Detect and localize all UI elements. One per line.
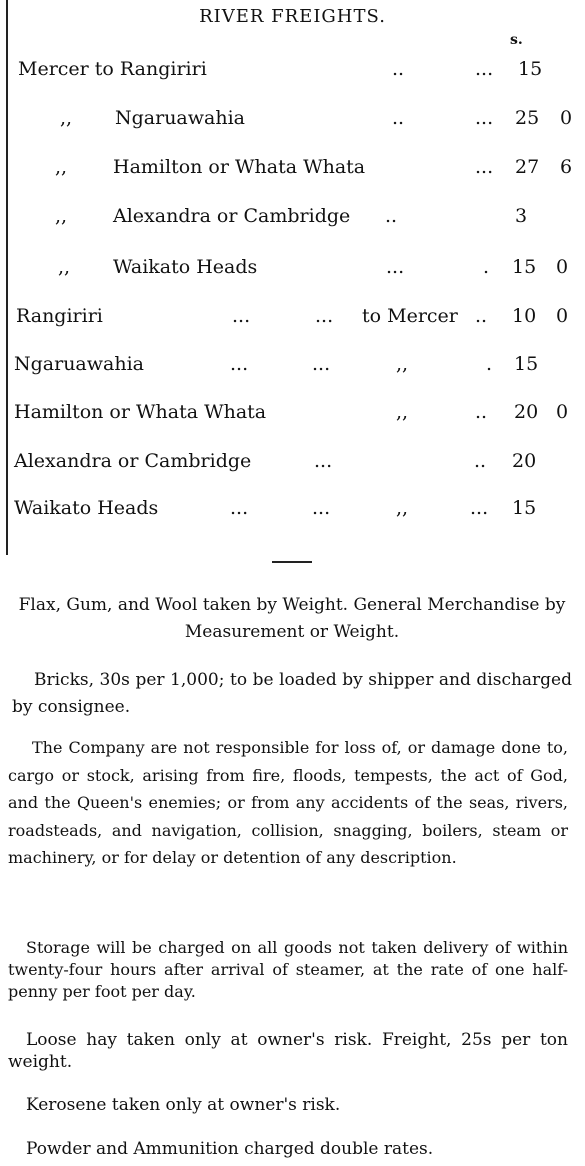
leader-dots: .. — [392, 58, 405, 80]
shillings-value: 20 — [512, 450, 537, 472]
leader-dots: .. — [474, 450, 487, 472]
place-name: Mercer to Rangiriri — [18, 58, 207, 80]
paragraph-powder: Powder and Ammunition charged double rates. — [26, 1139, 434, 1159]
shillings-value: 20 — [514, 401, 539, 423]
leader-dots: ... — [312, 353, 331, 375]
freight-row — [0, 58, 585, 84]
place-name: Waikato Heads — [14, 497, 159, 519]
shillings-value: 15 — [512, 256, 537, 278]
pence-value: 6 — [560, 156, 573, 178]
leader-dots: ... — [386, 256, 405, 278]
freight-row — [0, 205, 585, 231]
shillings-value: 15 — [514, 353, 539, 375]
place-name: Alexandra or Cambridge — [113, 205, 351, 227]
leader-dots: ... — [470, 497, 489, 519]
leader-dots: ... — [230, 497, 249, 519]
shillings-value: 15 — [518, 58, 543, 80]
place-name: Hamilton or Whata Whata — [14, 401, 267, 423]
shillings-value: 25 — [515, 107, 540, 129]
freight-row — [0, 353, 585, 379]
freight-row — [0, 256, 585, 282]
leader-dots: .. — [392, 107, 405, 129]
pence-value: 0 — [556, 401, 569, 423]
shillings-value: 15 — [512, 497, 537, 519]
paragraph-flax: Flax, Gum, and Wool taken by Weight. General Merchandise by Measurement or Weight. — [18, 595, 566, 642]
shillings-column-header: s. — [510, 32, 523, 48]
leader-dots: .. — [385, 205, 398, 227]
leader-dots: ... — [312, 497, 331, 519]
leader-dots: ... — [314, 450, 333, 472]
ditto-mark: ,, — [396, 497, 409, 519]
place-name: Waikato Heads — [113, 256, 258, 278]
freight-row — [0, 401, 585, 427]
place-name: Rangiriri — [16, 305, 103, 327]
paragraph-hay: Loose hay taken only at owner's risk. Freight, 25s per ton weight. — [8, 1030, 568, 1072]
leader-dots: ... — [315, 305, 334, 327]
leader-dots: . — [483, 256, 490, 278]
shillings-value: 27 — [515, 156, 540, 178]
freight-row — [0, 156, 585, 182]
place-name: Ngaruawahia — [115, 107, 245, 129]
pence-value: 0 — [556, 305, 569, 327]
ditto-mark: ,, — [55, 205, 68, 227]
leader-dots: .. — [475, 401, 488, 423]
leader-dots: .. — [475, 305, 488, 327]
paragraph-liability: The Company are not responsible for loss of, or damage done to, cargo or stock, arising from fire, floods, tempests, the act of God, and the Queen's enemies; or from any accidents of the seas, rivers, roadsteads, and navigation, collision, snagging, boilers, steam or machinery, or for delay or detention of any description. — [8, 738, 568, 867]
freight-row — [0, 305, 585, 331]
shillings-value: 10 — [512, 305, 537, 327]
leader-dots: ... — [475, 156, 494, 178]
place-name: Ngaruawahia — [14, 353, 144, 375]
pence-value: 0 — [560, 107, 573, 129]
leader-dots: ... — [475, 107, 494, 129]
paragraph-kerosene: Kerosene taken only at owner's risk. — [26, 1095, 341, 1115]
ditto-mark: ,, — [55, 156, 68, 178]
place-name: Hamilton or Whata Whata — [113, 156, 366, 178]
section-divider — [272, 561, 312, 563]
leader-dots: ... — [230, 353, 249, 375]
ditto-mark: ,, — [58, 256, 71, 278]
place-name: Alexandra or Cambridge — [14, 450, 252, 472]
paragraph-bricks: Bricks, 30s per 1,000; to be loaded by shipper and discharged by consignee. — [12, 670, 572, 717]
freight-row — [0, 450, 585, 476]
ditto-mark: ,, — [396, 401, 409, 423]
ditto-mark: ,, — [60, 107, 73, 129]
paragraph-storage: Storage will be charged on all goods not taken delivery of within twenty-four hours after arrival of steamer, at the rate of one half-penny per foot per day. — [8, 938, 568, 1001]
freight-row — [0, 497, 585, 523]
freight-row — [0, 107, 585, 133]
destination: to Mercer — [362, 305, 458, 327]
leader-dots: ... — [232, 305, 251, 327]
ditto-mark: ,, — [396, 353, 409, 375]
pence-value: 0 — [556, 256, 569, 278]
leader-dots: . — [486, 353, 493, 375]
page-title: RIVER FREIGHTS. — [199, 6, 386, 27]
leader-dots: ... — [475, 58, 494, 80]
shillings-value: 3 — [515, 205, 528, 227]
